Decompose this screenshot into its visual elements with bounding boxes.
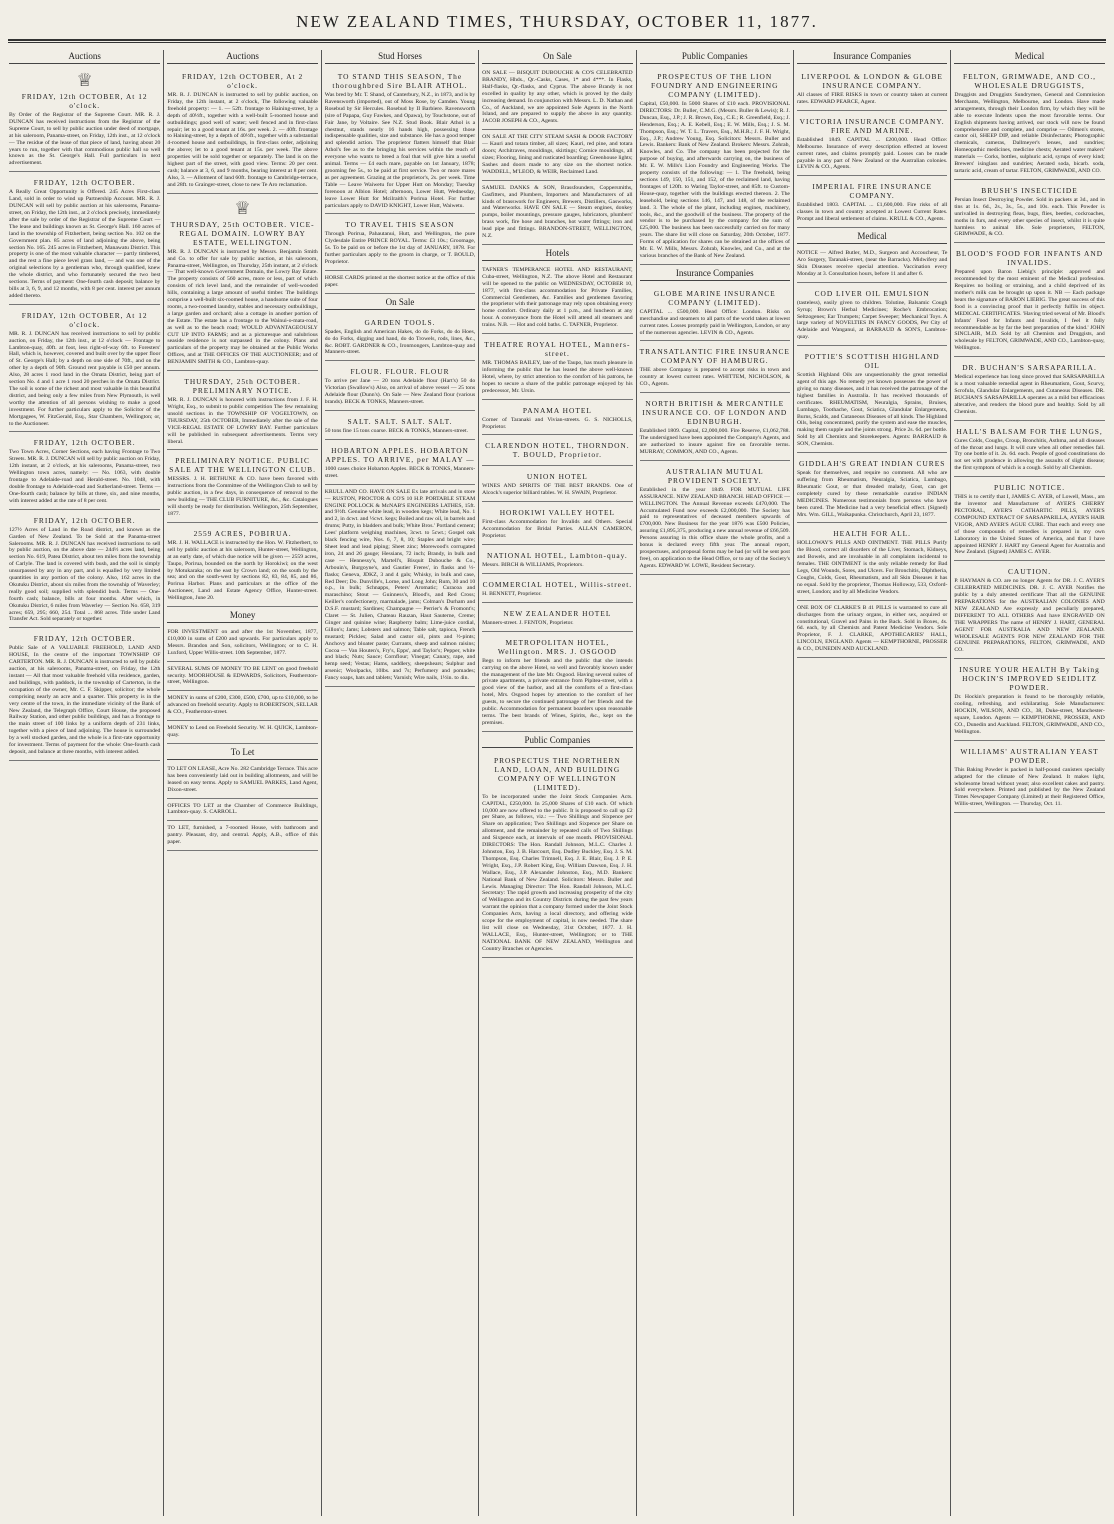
ad-heading: COD LIVER OIL EMULSION xyxy=(814,288,930,298)
ad-body: CAPITAL ... £500,000. Head Office: London. Risks on merchandise and steamers to all parts of the world taken at lowest current rates. Losses promptly paid in Wellington, London, or any of the numerous agencies. LEVIN & CO., Agents. xyxy=(639,308,790,336)
masthead: NEW ZEALAND TIMES, THURSDAY, OCTOBER 11, 1877. xyxy=(296,12,818,31)
advertisement xyxy=(167,801,317,822)
ad-body: Begs to inform her friends and the public that she intends carrying on the above Hotel, so well and favorably known under the management of the late Mr. Osgood. Having several suites of private apartments, a private entrance from Pipitea-street, with a good view of the harbor, and all the comforts of a first-class hotel, Mrs. Osgood hopes by attention to the comfort of her guests, to secure the continued patronage of her friends and the public. Accommodation for permanent boarders upon reasonable terms. The best brands of Wines, Spirits, &c., kept on the premises. xyxy=(482,657,633,726)
ad-heading: FLOUR. FLOUR. FLOUR xyxy=(350,367,450,377)
ad-body: Cures Colds, Coughs, Croup, Bronchitis, Asthma, and all diseases of the throat and lungs. It will cure when all other remedies fail. Try one bottle of it. 2s. 6d. each. People of good constitutions do not set with prudence in allowing the assaults of slight disease; the first symptom of which is a cough. Sold by all Chemists. xyxy=(954,437,1105,472)
ad-heading: GARDEN TOOLS. xyxy=(364,317,436,327)
ad-body: Established 1849. CAPITAL ... £200,000. Head Office: Melbourne. Insurance of every description effected at lowest current rates, and claims promptly paid. Losses can be made payable in any part of New Zealand or the Australian colonies. LEVIN & CO., Agents. xyxy=(796,136,948,171)
section-heading: Public Companies xyxy=(482,734,632,748)
section-heading: Auctions xyxy=(167,50,317,64)
ad-body: SEVERAL SUMS OF MONEY TO BE LENT on good freehold security. MOORHOUSE & EDWARDS, Solicitors, Featherston-street, Wellington. xyxy=(167,665,318,686)
ad-body: FOR INVESTMENT on and after the 1st November, 1877, £10,000 in sums of £200 and upwards. For particulars apply to Messrs. Brandon and Son, solicitors, Wellington; or to C. H. Luxford, Upper Willis-street. 10th September, 1877. xyxy=(167,629,318,656)
advertisement xyxy=(640,343,790,393)
section-heading: Medical xyxy=(797,230,947,244)
advertisement xyxy=(954,743,1104,813)
royal-crest-icon: ♕ xyxy=(234,197,251,218)
advertisement xyxy=(167,373,317,450)
ad-body: ONE BOX OF CLARKE'S B 41 PILLS is warranted to cure all discharges from the urinary organs, in either sex, acquired or constitutional, Gravel and Pains in the Back. Sold in Boxes, 4s. 6d. each, by all Chemists and Patent Medicine Vendors. Sole Proprietor, F. J. CLARKE, APOTHECARIES' HALL, LINCOLN, ENGLAND. Agents — KEMPTHORNE, PROSSER & CO., DUNEDIN AND AUCKLAND. xyxy=(796,604,948,653)
ad-heading: FRIDAY, 12th OCTOBER. xyxy=(33,438,136,448)
advertisement xyxy=(954,182,1104,243)
advertisement xyxy=(482,132,632,180)
ad-body: Dr. Hockin's preparation is found to be thoroughly reliable, cooling, refreshing, and exhilarating. Sole Manufacturers: HOCKIN, WILSON, AND CO., 38, Duke-street, Manchester-square, London. Agents — KEMPTHORNE, PROSSER, AND CO., Dunedin and Auckland. FELTON, GRIMWADE, AND CO., Wellington. xyxy=(954,694,1105,735)
advertisement xyxy=(797,113,947,177)
column-7 xyxy=(950,50,1107,1516)
section-heading: On Sale xyxy=(325,296,475,310)
advertisement xyxy=(167,723,317,744)
ad-body: ON SALE — BISQUIT DUBOUCHE & CO'S CELEBRATED BRANDY, Hhds., Qr.-Casks, Cases, 1* and 4***. In Flasks, Half-flasks, Qr.-flasks, and Cyprus. The above Brandy is not excelled in quality by any other, which is proved by the daily increasing demand. In conjunction with Messrs. L. D. Nathan and Co., of Auckland, we are appointed Sole Agents in the North Island, and are prepared to supply the above in any quantity. JACOB JOSEPH & CO., Agents. xyxy=(482,70,633,125)
advertisement xyxy=(954,359,1104,420)
ad-body: Manners-street. J. FENTON, Proprietor. xyxy=(482,619,574,626)
ad-heading: TO TRAVEL THIS SEASON xyxy=(345,220,455,230)
ad-body: 127½ Acres of Land in the Road district, and known as the Garden of New Zealand. To be Sold at the Panama-street Salerooms. MR. R. J. DUNCAN has received instructions to sell by public auction, on the above date — 244½ acres land, being section No. 619, Patea District, about ten miles from the township of Carlyle. The land is covered with bush, and the soil is simply unsurpassed by any in any part, and is equalled by very limited quantities in any portion of the colony. Also, 162 acres in the Okutuku District, about six miles from the township of Waverley; really good soil; supplied with splendid bush. Terms — One-fourth cash; balance, bills at four months. After which, in Okutuku District, 6 miles from Waverley — Section No. 658, 319 acres; 659, 295; 660, 254. Total ... 868 acres. Title under Land Transfer Act. Sold separately or together. xyxy=(9,526,161,623)
ad-heading: SALT. SALT. SALT. SALT. xyxy=(347,417,453,426)
ad-heading: INSURE YOUR HEALTH By Taking HOCKIN'S IMPROVED SEIDLITZ POWDER. xyxy=(959,665,1100,693)
ad-body: Established 1809. Capital, £2,000,000. Fire Reserve, £1,062,788. The undersigned have been appointed the Company's Agents, and are authorized to insure against fire on favorable terms. MURRAY, COMMON, AND CO., Agents. xyxy=(639,428,790,455)
column-6 xyxy=(793,50,950,1516)
section-heading: Insurance Companies xyxy=(797,50,947,64)
advertisement xyxy=(167,693,317,721)
column-2 xyxy=(163,50,320,1516)
advertisement xyxy=(9,174,160,305)
ad-body: MONEY in sums of £200, £300, £500, £700, up to £10,000, to be advanced on freehold security. Apply to ROBERTSON, SELLAR & CO., Featherston-street. xyxy=(167,695,318,716)
advertisement xyxy=(167,525,317,607)
ad-body: Messrs. BIRCH & WILLIAMS, Proprietors. xyxy=(482,561,584,568)
ad-body: Speak for themselves, and require no comment. All who are suffering from Rheumatism, Neuralgia, Sciatica, Lumbago, Rheumatic Gout, or that dreaded malady, Gout, can get completely cured by these remarkable curative INDIAN MEDICINES. Numerous testimonials from persons who have been cured. The Medicine had a very beneficial effect. (Signed) Mrs. Wm. GILL, Waikapunka. Christchurch, April 23, 1877. xyxy=(796,470,948,518)
column-5 xyxy=(636,50,793,1516)
advertisement xyxy=(954,423,1104,478)
section-heading: To Let xyxy=(167,746,317,760)
advertisement xyxy=(640,463,790,575)
advertisement xyxy=(167,764,317,799)
ad-body: KRULL AND CO. HAVE ON SALE Ex late arrivals and in store — RUSTON, PROCTOR & CO'S 10 H.P. PORTABLE STEAM ENGINE POLLOCK & McNAB'S ENGINEERS LATHES, 15ft. and 9½ft. Genuine white lead, in wooden kegs; White lead, No. 1 and 2, in 4cwt. and ½cwt. kegs; Boiled and raw oil, in barrels and drums; Putty, in bladders and bulk; White Bros.' Portland cement; Lees' platform weighing machines, 3cwt. to 5cwt.; Gospel oak black fencing wire, Nos. 6, 7, 8, 10; Staples and bright wire; Sheet lead and lead piping; Sheet zinc; Morewood's corrugated iron, 24 and 26 gauge; Hessians, 72 inch; Brandy, in bulk and case — Hennessy's, Martell's, Bisquit Dubouche & Co., Arbouin's, Burgoyne's, and Gautier Freres', in flasks and ½-flasks; Geneva, JDKZ, 3 and 4 gals; Whisky, in bulk and case, Red Deer; Do. Dunville's, Lorne, and Long John; Rum, 30 and 10 o.p., in bulk; Schnapps, Peters' Aromatic; Curacoa and maraschino; Stout — Guinness's, Blood's, and Red Cross; Keiller's confectionery, marmalade, jams; Colman's Durham and D.S.F. mustard; Sardines; Champagne — Perrier's & Fromont's; Claret — St. Julien, Chateau Rauzan, Haut Sauterne, Creme; Ginger and quinine wine; Raspberry balm; Lime-juice cordial, Gillon's; Jams; Lobsters and salmon; Table salt, tapioca, French mustard; Pickles; Salad and castor oil, pints and ½-pints; Anchovy and bloater paste; Currants, sheep and salmon raisins; Cocoa — Van Houten's, Fry's, Epps', and Taylor's; Pepper, white and black; Nuts; Sauce; Cornflour; Vinegar; Canary, rape, and hemp seed; Vestas; Hams, saddlery, sheepshears; Sulphur and arsenic; Woolpacks, 10lbs. and 7s; Perfumery and pomades; Fancy soaps, hats and tablets; Varnish; Wire nails, 1½in. to 4in. xyxy=(324,488,476,682)
ad-heading: NORTH BRITISH & MERCANTILE INSURANCE CO. OF LONDON AND EDINBURGH. xyxy=(642,399,788,427)
ad-heading: HOBARTON APPLES. HOBARTON APPLES. TO ARRIVE, per MALAY — xyxy=(325,445,475,464)
advertisement xyxy=(482,605,632,632)
ad-heading: FELTON, GRIMWADE, AND CO., WHOLESALE DRUGGISTS, xyxy=(963,72,1097,90)
ad-body: Two Town Acres, Corner Sections, each having Frontage to Two Streets. MR. R. J. DUNCAN will sell by public auction on Friday, 12th instant, at 2 o'clock, at his salerooms, Panama-street, two Wellington town acres, namely: — No. 1063, with double frontage to Adelaide-road and Herald-street. No. 1048, with double frontage to Adelaide-road and Sutherland-street. Terms — One-fourth cash; balance by bills at three, six, and nine months, with interest added at the rate of 8 per cent. xyxy=(9,449,161,504)
ad-heading: NEW ZEALANDER HOTEL xyxy=(503,608,612,618)
column-1 xyxy=(6,50,163,1516)
ad-body: Medical experience has long since proved that SARSAPARILLA is a most valuable remedial agent in Rheumatism, Gout, Scurvy, Scrofula, Glandular Enlargements, and Cutaneous Diseases. DR. BUCHAN'S SARSAPARILLA operates as a mild but efficacious alterative, and renders the blood pure and healthy. Sold by all Chemists. xyxy=(954,374,1105,415)
advertisement xyxy=(797,285,947,346)
newspaper-columns xyxy=(6,50,1108,1516)
advertisement xyxy=(482,634,632,732)
ad-heading: PUBLIC NOTICE. xyxy=(994,483,1066,493)
ad-heading: WILLIAMS' AUSTRALIAN YEAST POWDER. xyxy=(960,746,1099,765)
masthead-rule xyxy=(8,39,1106,43)
ad-heading: HOROKIWI VALLEY HOTEL xyxy=(499,508,616,518)
advertisement xyxy=(325,442,475,485)
ad-body: HORSE CARDS printed at the shortest notice at the office of this paper. xyxy=(324,274,476,288)
advertisement xyxy=(9,434,160,509)
ad-body: TO LET, furnished, a 7-roomed House, with bathroom and pantry. Pleasant, dry, and central. Apply, A.B., office of this paper. xyxy=(167,825,318,846)
section-heading: On Sale xyxy=(482,50,632,64)
advertisement xyxy=(482,68,632,130)
ad-body: Scottish Highland Oils are unquestionably the great remedial agent of this age. No remedy yet known possesses the power of giving so many diseases, and it has received the patronage of the highest families in Australia. It has received thousands of certificates. RHEUMATISM, Neuralgia, Sprains, Bruises, Lumbago, Toothache, Gout, Sciatica, Glandular Enlargements, Burns, Scalds, and Cutaneous Diseases of all kinds. The Highland Oils, being concentrated, purify the system and ease the muscles, making them supple and the joints strong. Price 2s. 6d. per bottle. Sold by all Chemists and Storekeepers. Agents: BARRAUD & SON, Chemists. xyxy=(796,372,948,448)
ad-heading: BRUSH'S INSECTICIDE xyxy=(981,185,1078,195)
ad-heading: NATIONAL HOTEL, Lambton-quay. xyxy=(487,550,628,560)
ad-body: Spades, English and American Hakes, do do Forks, do do Hoes, do do Forks, digging and hand, do do Trowels, rods, lines, &c., &c. ROBT. GARDNER & CO., Ironmongers, Lambton-quay and Manners-street. xyxy=(324,328,476,356)
ad-body: P. HAYMAN & CO. are no longer Agents for DR. J. C. AYER'S CELEBRATED MEDICINES. DR. J. C. AYER Notifies the public by a duly attested certificate That all the GENUINE PREPARATIONS for the AUSTRALIAN COLONIES AND NEW ZEALAND Are expressly and peculiarly prepared, DIFFERENT TO ALL OTHERS And have ENGRAVED ON THE WRAPPERS The name of HENRY J. HART, GENERAL AGENT FOR AUSTRALIA AND NEW ZEALAND. WHOLESALE AGENTS FOR NEW ZEALAND FOR THE GENUINE PREPARATIONS, FELTON, GRIMWADE, AND CO. xyxy=(954,578,1105,654)
ad-heading: PRELIMINARY NOTICE. PUBLIC SALE AT THE WELLINGTON CLUB. xyxy=(169,456,316,475)
advertisement xyxy=(482,402,632,436)
ad-body: ON SALE AT THE CITY STEAM SASH & DOOR FACTORY — Kauri and totara timber, all sizes; Kauri, red pine, and totara doors; Architraves, mouldings, skirtings; Cornice mouldings, all sizes; Flooring, lining and rusticated boarding; Greenhouse lights; Sashes and doors made to any size on the shortest notice. WADDELL, M'LEOD, & WEIR, Reclaimed Land. xyxy=(482,134,633,175)
ad-heading: PROSPECTUS OF THE LION FOUNDRY AND ENGINEERING COMPANY (LIMITED). xyxy=(651,72,779,99)
advertisement xyxy=(482,504,632,545)
advertisement xyxy=(9,630,160,761)
section-heading: Medical xyxy=(954,50,1104,64)
advertisement xyxy=(797,68,947,111)
ad-heading: HALL'S BALSAM FOR THE LUNGS, xyxy=(956,426,1103,436)
ad-body: By Order of the Registrar of the Supreme Court. MR. R. J. DUNCAN has received instructions from the Registrar of the Supreme Court, to sell by public auction under deed of mortgage, at his saleroom, Panama-street, on Friday, 12th inst., at 12 o'clock — The residue of the lease of that piece of land, having about 20 years to run, together with that commodious public hall so well known as the St. George's Hall. Full particulars in next advertisement. xyxy=(9,112,161,167)
ad-heading: HEALTH FOR ALL. xyxy=(833,529,912,539)
ad-body: Public Sale of A VALUABLE FREEHOLD, LAND AND HOUSE, In the centre of the important TOWNSHIP OF CARTERTON. MR. R. J. DUNCAN is instructed to sell by public auction, at his salerooms, Panama-street, on Friday, the 12th instant — All that most valuable freehold villa residence, garden, and buildings, with paddock, in the township of Carterton, in the occupation of the owner, Mr. C. F. Skipper, solicitor; the whole comprising nearly an acre and a quarter. This property is in the very centre of the town, in the immediate vicinity of the Bank of New Zealand, the Telegraph Office, Court House, the proposed Railway Station, and other public buildings, and has a frontage to the main street of 100 links by a uniform depth of 231 links, together with a piece of land adjoining. The house is surrounded by a well stocked garden, and the whole is a first-rate opportunity for investment. Terms of payment for the whole: One-fourth cash deposit, and balance at three months, with interest added. xyxy=(9,645,161,755)
advertisement xyxy=(797,248,947,283)
ad-body: MESSRS. J. H. BETHUNE & CO. have been favored with instructions from the Committee of the Wellington Club to sell by public auction, in a few days, in consequence of removal to the new building — THE CLUB FURNITURE, &c., &c. Catalogues will shortly be ready for distribution. Wellington, 25th September, 1877. xyxy=(167,476,318,517)
ad-body: This Baking Powder is packed in half-pound canisters specially adapted for the climate of New Zealand. It makes light, wholesome bread without yeast; also excellent cakes and pastry. Sold everywhere. Printed and published by the New Zealand Times Newspaper Company (Limited) at their Registered Office, Willis-street, Wellington. — Thursday, Oct. 11. xyxy=(954,766,1105,808)
ad-body: Corner of Taranaki and Vivian-streets. G. S. NICHOLLS, Proprietor. xyxy=(482,416,633,430)
ad-body: 1000 cases choice Hobarton Apples. BECK & TONKS, Manners-street. xyxy=(324,465,476,479)
ad-heading: 2559 ACRES, POBIRUA. xyxy=(193,528,292,538)
ad-heading: TO STAND THIS SEASON, The thoroughbred Sire BLAIR ATHOL. xyxy=(332,72,468,90)
section-heading: Public Companies xyxy=(640,50,790,64)
ad-body: To arrive per Jane — 20 tons Adelaide flour (Hart's) 50 do Victorian (Swallow's) Also, on arrival of above vessel — 25 tons Adelaide flour (Dunn's). On Sale — New Zealand flour (various brands). BECK & TONKS, Manners-street. xyxy=(324,378,476,406)
ad-heading: FRIDAY, 12th OCTOBER, At 2 o'clock. xyxy=(182,72,304,90)
ad-heading: IMPERIAL FIRE INSURANCE COMPANY. xyxy=(812,182,932,201)
column-3 xyxy=(321,50,478,1516)
ad-body: MR. THOMAS BAILEY, late of the Taupo, has much pleasure in informing the public that he has leased the above well-known Hotel, where, by strict attention to the comfort of his patrons, he hopes to secure a share of the public patronage enjoyed by his predecessor, Mr. Ursin. xyxy=(482,360,633,394)
ad-heading: THURSDAY, 25th OCTOBER. PRELIMINARY NOTICE. xyxy=(184,377,301,396)
advertisement xyxy=(325,68,475,214)
ad-heading: AUSTRALIAN MUTUAL PROVIDENT SOCIETY. xyxy=(665,466,764,485)
ad-body: Was bred by Mr. T. Shand, of Canterbury, N.Z., in 1873, and is by Ravensworth (imported), out of Moss Rose, by Camden. Young Rosebud by Sir Hercules. Rosebud by II Barbiere. Ravensworth (sire of Papapa, Guy Fawkes, and Opawa), by Touchstone, out of Fair Jane, by Voltaire. See N.Z. Stud Book. Blair Athol is a chestnut, stands nearly 16 hands high, possessing those indispensable qualities, size and substance. He has a good temper and splendid action. The proprietor flatters himself that Blair Athol's fee as to the bringing his services within the reach of everyone who wants to breed a foal that will give him a useful animal. Terms — £4 each mare, payable on 1st January, 1878; grooming fee 5s., to be paid at first service. Two or more mares as per agreement. Grazing at the proprietor's, 2s. per week. Time Table — Leave Waiwetu for Upper Hutt on Monday; Tuesday forenoon at Albion Hotel; afternoon, Lower Hutt, Wednesday, leave Lower Hutt for Mcilraith's Porirua Hotel. For further particulars apply to DAVID KNIGHT, Lower Hutt, Waiwetu. xyxy=(324,92,476,209)
ad-body: A Really Great Opportunity is Offered. 245 Acres First-class Land, sold in order to wind up Partnership Account. MR. R. J. DUNCAN will sell by public auction at his salerooms, Panama-street, on Friday, the 12th inst., at 2 o'clock precisely, immediately after the sale by order of the Registrar of the Supreme Court — The lease and buildings known as St. George's Hall. 160 acres of land in the township of Fitzherbert, being section No. 102 on the Government plan. 85 acres of land adjoining the above, being section No. 165. 245 acres in Fitzherbert, Manawatu District. This property is one of the most valuable character — partly timbered, and the rest a fine piece level grass land, — and was one of the original selections by a gentleman who, through qualified, knew the whole district, and who fortunately secured the two best sections. Terms of payment: One-fourth cash deposit; balance by bills at 3, 6, 9, and 12 months, with 8 per cent. interest per annum added thereto. xyxy=(9,189,161,299)
advertisement xyxy=(954,661,1104,740)
royal-crest-icon: ♕ xyxy=(76,70,93,90)
ad-heading: FRIDAY, 12th OCTOBER. xyxy=(33,515,136,525)
ad-body: 50 tons fine 15 tons coarse. BECK & TONKS, Manners-street. xyxy=(324,428,469,434)
advertisement xyxy=(167,627,317,662)
ad-body: All classes of FIRE RISKS in town or country taken at current rates. EDWARD PEARCE, Agent. xyxy=(796,92,948,105)
ad-heading: CAUTION. xyxy=(1007,567,1052,577)
advertisement xyxy=(325,216,475,271)
ad-body: MR. R. J. DUNCAN is instructed by Messrs. Benjamin Smith and Co. to offer for sale by public auction, at his saleroom, Panama-street, Wellington, on Thursday, 25th instant, at 2 o'clock — That well-known Government Domain, the Lowry Bay Estate. The property consists of 560 acres, more or less, part of which consists of rich level land, and the remainder of well-wooded hills, containing a large amount of useful timber. The buildings comprise a well-built six-roomed house, a handsome suite of four rooms, a two-roomed laundry, stables and necessary outbuildings, a large garden and orchard; also a cottage in another portion of the Estate. The estate has a frontage to the Wainui-o-mata-road, as well as to the beach road; WOULD ADVANTAGEOUSLY CUT UP INTO FARMS; and as a picturesque and salubrious seaside residence is not surpassed in the colony. Plans and particulars of the property may be obtained at the Public Works Offices, and at THE OFFICES OF THE AUCTIONEER; and of BENJAMIN SMITH & CO., Lambton-quay. xyxy=(167,248,318,366)
advertisement xyxy=(482,547,632,574)
ad-body: WINES AND SPIRITS OF THE BEST BRANDS. One of Alcock's superior billiard tables. W. H. SWAIN, Proprietor. xyxy=(482,483,633,497)
ad-body: TO LET ON LEASE, Acre No. 282 Cambridge Terrace. This acre has been conveniently laid out in building allotments, and will be leased on easy terms. Apply to SAMUEL PARKES, Land Agent, Dixon-street. xyxy=(167,765,318,793)
advertisement xyxy=(797,525,947,600)
advertisement xyxy=(954,563,1104,659)
column-4 xyxy=(478,50,635,1516)
ad-body: MR. R. J. DUNCAN is honored with instructions from J. F. H. Wright, Esq., to submit to public competition The few remaining unsold sections in the TOWNSHIP OF VOGELTOWN, on THURSDAY, 25th OCTOBER, Immediately after the sale of the VICE-REGAL ESTATE OF LOWRY BAY. Further particulars will be published in subsequent advertisements. Terms very liberal. xyxy=(167,397,318,445)
ad-heading: FRIDAY, 12th OCTOBER. xyxy=(33,634,136,644)
section-heading: Money xyxy=(167,609,317,623)
ad-heading: TRANSATLANTIC FIRE INSURANCE COMPANY OF HAMBURG. xyxy=(639,347,790,366)
advertisement xyxy=(325,487,475,687)
ad-heading: PANAMA HOTEL xyxy=(522,405,592,415)
advertisement xyxy=(482,576,632,603)
advertisement xyxy=(167,664,317,692)
ad-body: (tasteless), easily given to children. Tolutine, Balsamic Cough Syrup; Brown's Herbal Medicines; Roche's Embrocation; Seltzogenes; Ear Trumpets; Carpet Sweeper; Mechanical Toys. A large variety of NOVELTIES IN FANCY GOODS, Per City of Adelaide and Wanganui, at BARRAUD & SON'S, Lambton-quay. xyxy=(796,299,948,341)
ad-body: NOTICE — Alfred Butler, M.D., Surgeon and Accoucheur, Te Aro Surgery, Taranaki-street, (near the Barracks). Midwifery and Skin Diseases receive special attention. Vaccination every Monday at 3. Consultation hours, before 11 and after 6. xyxy=(796,250,948,277)
section-heading: Hotels xyxy=(482,247,632,261)
advertisement xyxy=(325,413,475,440)
advertisement xyxy=(954,68,1104,180)
advertisement xyxy=(640,68,790,265)
advertisement xyxy=(167,196,317,371)
ad-heading: FRIDAY, 12th OCTOBER, At 12 o'clock. xyxy=(21,92,148,110)
ad-heading: PROSPECTUS THE NORTHERN LAND, LOAN, AND BUILDING COMPANY OF WELLINGTON (LIMITED). xyxy=(494,755,621,792)
ad-body: MONEY to Lend on Freehold Security. W. H. QUICK, Lambton-quay. xyxy=(167,725,318,738)
ad-body: MR. J. H. WALLACE is instructed by the Hon. W. Fitzherbert, to sell by public auction at his saleroom, Hunter-street, Wellington, at an early date, of which due notice will be given — 2559 acres, Taupo, Porirua, bounded on the north by Horokiwi; on the west by Motukaraka; on the east by Crown land; on the south by the sea; and on the south-west by sections 82, 83, 84, 85, and 86, Porirua Harbor. Plans and particulars at the office of the Auctioneer, Land and Estate Agency Office, Hunter-street. Wellington, June 20. xyxy=(167,539,318,602)
advertisement xyxy=(797,348,947,453)
advertisement xyxy=(482,752,632,958)
ad-body: Established 1803. CAPITAL ... £1,600,000. Fire risks of all classes in town and country accepted at Lowest Current Rates. Prompt and liberal settlement of claims. KRULL & CO., Agents. xyxy=(796,202,948,223)
ad-heading: UNION HOTEL xyxy=(526,472,588,482)
advertisement xyxy=(325,363,475,411)
ad-body: MR. R. J. DUNCAN is instructed to sell by public auction, on Friday, the 12th instant, at 2 o'clock, The following valuable freehold property: — 1. — 52ft. frontage to Haining-street, by a depth of 40½ft., together with a well-built 5-roomed house and outbuildings; good well of water; well fenced and in first-class repair; let to a good tenant at 16s. per week. 2. — 40ft. frontage to Haining-street, by a depth of 40½ft., together with a substantial 4-roomed house and outbuildings, in first-class order, adjoining the above; let to a good tenant at 15s. per week. The above properties will be sold together or separately. The land is on the highest part of the street, with good view. Terms: 20 per cent. cash; balance at 3, 6, and 9 months, bearing interest at 8 per cent. Also, 3. — Allotment of land 60ft. frontage to Cambridge-terrace, and 28ft. to Grainger-street, close to new Te Aro reclamation. xyxy=(167,92,318,188)
advertisement xyxy=(167,68,317,194)
ad-body: HOLLOWAY'S PILLS AND OINTMENT. THE PILLS Purify the Blood, correct all disorders of the Liver, Stomach, Kidneys, and Bowels, and are invaluable in all complaints incidental to females. THE OINTMENT is the only reliable remedy for Bad Legs, Old Wounds, Sores, and Ulcers. For Bronchitis, Diphtheria, Coughs, Colds, Gout, Rheumatism, and all Skin Diseases it has no equal. Sold by the proprietor, Thomas Holloway, 533, Oxford-street, London; and by all Medicine Vendors. xyxy=(796,540,948,595)
ad-body: To be incorporated under the Joint Stock Companies Acts. CAPITAL, £250,000. In 25,000 Shares of £10 each. Of which 10,000 are now offered to the public. It is proposed to call up £2 per Share, as follows, viz.: — Two Shillings and Sixpence per Share on application; Two Shillings and Sixpence per Share on allotment, and the remainder by repeated calls of Two Shillings and Sixpence each, at intervals of one month. PROVISIONAL DIRECTORS: The Hon. Randall Johnson, M.L.C. Charles J. Johnston, Esq. J. B. Harcourt, Esq. Dudley Buckley, Esq. J. S. M. Thompson, Esq. Charles Trimnell, Esq. J. E. Blair, Esq. J. P. E. Wright, Esq., J.P. Robert King, Esq. William Dawson, Esq. J. H. Wallace, Esq., J.P. Alexander Johnston, Esq., M.D. Bankers: National Bank of New Zealand. Solicitors: Messrs. Buller and Lewis. Managing Director: The Hon. Randall Johnson, M.L.C. Secretary: The rapid growth and increasing prosperity of the city of Wellington and its Country Districts during the past few years warrant the opinion that a company formed under the Joint Stock Companies Acts, having a local directory, and offering wide scope for the employment of capital, is now needed. The share list will close on Wednesday, 31st October, 1877. J. H. WALLACE, Esq., Hunter-street, Wellington; or to THE NATIONAL BANK OF NEW ZEALAND, Wellington and Country Branches or Agencies. xyxy=(482,793,633,952)
advertisement xyxy=(9,307,160,433)
ad-body: MR. R. J. DUNCAN has received instructions to sell by public auction, on Friday, the 12th inst., at 12 o'clock — Frontage to Lambton-quay, 40ft. at foot, less right-of-way 6ft. to Foresters' Hall, which is, however, covered and built over by the upper floor of St. George's Hall; by a depth on one side of 70ft., and on the other by a depth of 90ft. Ground rent payable is £50 per annum. Also, 28 acres 1 rood land in the Omata District, being part of section No. 4 and 1 acre 1 rood 20 perches in the Omata District. The soil is some of the richest and most valuable in this beautiful district, and being only a few miles from New Plymouth, is well worthy the attention of all persons wishing to make a good investment. For further particulars apply to the Solicitor of the Mortgagees, W. FitzGerald, Esq., Star Chambers, Wellington; or, to the Auctioneer. xyxy=(9,330,161,427)
advertisement xyxy=(640,285,790,342)
ad-heading: GIDDLAH'S GREAT INDIAN CURES xyxy=(798,459,946,469)
ad-heading: THURSDAY, 25th OCTOBER. VICE-REGAL DOMAIN. LOWRY BAY ESTATE, WELLINGTON. xyxy=(170,219,315,247)
advertisement xyxy=(797,455,947,523)
advertisement xyxy=(482,336,632,400)
advertisement xyxy=(482,468,632,502)
section-heading: Stud Horses xyxy=(325,50,475,64)
ad-heading: POTTIE'S SCOTTISH HIGHLAND OIL xyxy=(804,352,940,371)
ad-body: Capital, £50,000. In 5000 Shares of £10 each. PROVISIONAL DIRECTORS: Dr. Buller, C.M.G. (Messrs. Buller & Lewis); R. J. Duncan, Esq., J.P.; J. R. Brown, Esq., C.E.; R. Greenfield, Esq.; J. Henderson, Esq.; A. E. Kebell, Esq.; E. W. Mills, Esq.; J. S. M. Thompson, Esq.; W. T. L. Travers, Esq., M.H.R.; J. F. H. Wright, Esq., J.P.; Andrew Young, Esq. Solicitors: Messrs. Buller and Lewis. Bankers: Bank of New Zealand. Brokers: Messrs. Zohrab, Knowles, and Co. The company has been projected for the purpose of buying, and afterwards carrying on, the business of Mr. E. W. Mills's Lion Foundry and Engineering Works. The property consists of the following: — 1. The freehold, being sections 149, 150, 151, and 152, of the reclaimed land, having frontages of 120ft. to Waring Taylor-street, and 85ft. to Custom-House-quay, together with the buildings erected thereon. 2. The leasehold, being sections 146, 147, and 148, of the reclaimed land. 3. The whole of the plant, including engines, machinery, tools, &c., and the goodwill of the business. The property of the vendor is to be purchased by the company for the sum of £25,000. The business has been successfully carried on for many years. The share list will close on Saturday, 20th October, 1877. Forms of application for shares can be obtained at the offices of Mr. E. W. Mills, Messrs. Zohrab, Knowles, and Co., and at the various branches of the Bank of New Zealand. xyxy=(639,101,790,259)
advertisement xyxy=(797,178,947,228)
advertisement xyxy=(325,273,475,294)
ad-body: OFFICES TO LET at the Chamber of Commerce Buildings, Lambton-quay. S. CARROLL. xyxy=(167,802,318,816)
ad-heading: BLOOD'S FOOD FOR INFANTS AND INVALIDS. xyxy=(956,249,1104,268)
ad-body: TAFNER'S TEMPERANCE HOTEL AND RESTAURANT, Cuba-street, Wellington, N.Z. The above Hotel and Restaurant will be opened to the public on WEDNESDAY, OCTOBER 10, 1877, with first-class accommodation for Private Families, Commercial Gentlemen, &c. Families and gentlemen favoring the proprietor with their patronage may rely upon obtaining every home comfort. Ordinary daily at 1 p.m., and luncheon at any hour. A conveyance from the Hotel will attend all steamers and trains. N.B. — Hot and cold baths. C. TAFNER, Proprietor. xyxy=(482,266,633,329)
advertisement xyxy=(954,479,1104,561)
advertisement xyxy=(482,437,632,466)
advertisement xyxy=(325,314,475,362)
ad-heading: GLOBE MARINE INSURANCE COMPANY (LIMITED). xyxy=(653,288,776,307)
ad-heading: COMMERCIAL HOTEL, Willis-street. xyxy=(482,579,633,589)
advertisement xyxy=(640,395,790,461)
ad-heading: FRIDAY, 12th OCTOBER, At 12 o'clock. xyxy=(21,310,148,329)
ad-heading: CLARENDON HOTEL, THORNDON. T. BOULD, Proprietor. xyxy=(485,441,630,460)
ad-body: THE above Company is prepared to accept risks in town and country at lowest current rates. WHITTEM, NICHOLSON, & CO., Agents. xyxy=(639,367,790,388)
advertisement xyxy=(9,512,160,629)
ad-heading: LIVERPOOL & LONDON & GLOBE INSURANCE COMPANY. xyxy=(801,72,943,90)
ad-body: Persian Insect Destroying Powder. Sold in packets at 3d., and in tins at 1s. 6d., 2s., 3s., 5s., and 10s. each. This Powder is unrivalled in destroying fleas, bugs, flies, beetles, cockroaches, moths in furs, and every other species of insect, whilst it is quite harmless to animal life. Sole proprietors, FELTON, GRIMWADE, & CO. xyxy=(954,196,1105,238)
ad-heading: METROPOLITAN HOTEL, Wellington. MRS. J. OSGOOD xyxy=(497,637,617,656)
advertisement xyxy=(482,265,632,334)
advertisement xyxy=(167,452,317,522)
ad-body: SAMUEL DANKS & SON, Brassfounders, Coppersmiths, Gasfitters, and Plumbers, Importers and Manufacturers of all kinds of brasswork for Engineers, Brewers, Distillers, Gasworks, and Waterworks. HAVE ON SALE — Steam engines, donkey pumps, boiler mountings, pressure gauges, lubricators, plumbers' brass work, fire hose and branches, hot water fittings; iron and lead pipe and fittings. BRANDON-STREET, WELLINGTON, N.Z. xyxy=(482,184,633,240)
ad-heading: THEATRE ROYAL HOTEL, Manners-street. xyxy=(484,340,631,359)
advertisement xyxy=(167,823,317,851)
ad-body: Druggists and Druggists Sundrymen, General and Commission Merchants, Wellington, Melbourne, and London. Have made arrangements, through their London firm, by which they will be able to execute Indents upon the most favorable terms. Our English shipments having arrived, our stock will now be found comprehensive and complete, and comprise — Oilmen's stores, castor oil, SHEEP DIP, and reliable Disinfectants; Photographic chemicals, cameras, Dallmeyer's lenses, and sundries; Homeopathic medicines, medicine chests; Aerated water makers' materials — Corks, bottles, sulphuric acid, syrups of every kind; Brewers' isinglass and sundries; Aerated soda, bicarb. soda, tartaric acid, cream of tartar. FELTON, GRIMWADE, AND CO. xyxy=(954,92,1105,174)
ad-body: H. BENNETT, Proprietor. xyxy=(482,590,542,597)
section-heading: Insurance Companies xyxy=(640,267,790,281)
advertisement xyxy=(482,183,632,245)
ad-body: Through Porirua, Pahautanui, Hutt, and Wellington, the pure Clydesdale Entire PRINCE ROYAL. Terms: £3 10s.; Groomage, 5s. To be paid on or before the 1st day of JANUARY, 1878. For further particulars apply to the groom in charge, or T. BOULD, Proprietor. xyxy=(324,231,476,266)
section-heading: Auctions xyxy=(9,50,160,64)
advertisement xyxy=(9,68,160,172)
ad-heading: FRIDAY, 12th OCTOBER. xyxy=(33,178,136,188)
advertisement xyxy=(797,603,947,658)
advertisement xyxy=(954,245,1104,357)
ad-heading: VICTORIA INSURANCE COMPANY. FIRE AND MARINE. xyxy=(799,116,945,135)
ad-body: THIS is to certify that I, JAMES C. AYER, of Lowell, Mass., am the inventor and Manufacturer of AYER'S CHERRY PECTORAL, AYER'S CATHARTIC PILLS, AYER'S COMPOUND EXTRACT OF SARSAPARILLA, AYER'S HAIR VIGOR, AND AYER'S AGUE CURE. That each and every one of those compounds of remedies is prepared in my own Laboratory in the United States of America, and that I have appointed HENRY J. HART my General Agent for Australia and New Zealand. (Signed) JAMES C. AYER. xyxy=(954,494,1105,556)
ad-body: Prepared upon Baron Liebig's principle: approved and recommended by the most eminent of the Medical profession. Requires no boiling or straining, and a child deprived of its mother's milk can be brought up upon it. NB — Each package bears the signature of BARON LIEBIG. The great success of this food is a convincing proof that it perfectly fulfils its object. MEDICAL CERTIFICATES. 'Having tried several of Mr. Blood's Infants' Food for Infants and Invalids, I feel it fully recommendable as by far the best preparation of the kind.' JOHN SINCLAIR, M.D. Sold by all Chemists and Druggists, and wholesale by FELTON, GRIMWADE, AND CO., Lambton-quay, Wellington. xyxy=(954,269,1105,352)
ad-heading: DR. BUCHAN'S SARSAPARILLA. xyxy=(962,363,1097,373)
ad-body: Established in the year 1849. FOR MUTUAL LIFE ASSURANCE. NEW ZEALAND BRANCH. HEAD OFFICE — WELLINGTON. The Annual Revenue exceeds £470,000. The Accumulated Fund now exceeds £2,000,000. The Society has paid to representatives of deceased members upwards of £700,000. New Business for the year 1876 was £500 Policies, assuring £1,895,375, producing a new annual revenue of £66,509. Persons assuring in this office share the whole profits, and a bonus is declared every fifth year. The annual report, prospectuses, and proposal forms may be had (or will be sent post free), on application to the Head Office, or to any of the Society's Agents. EDWARD W. LOWE, Resident Secretary. xyxy=(639,486,790,569)
ad-body: First-class Accommodation for Invalids and Others. Special Accommodation for Bridal Parties. ALLAN CAMERON, Proprietor. xyxy=(482,519,633,540)
